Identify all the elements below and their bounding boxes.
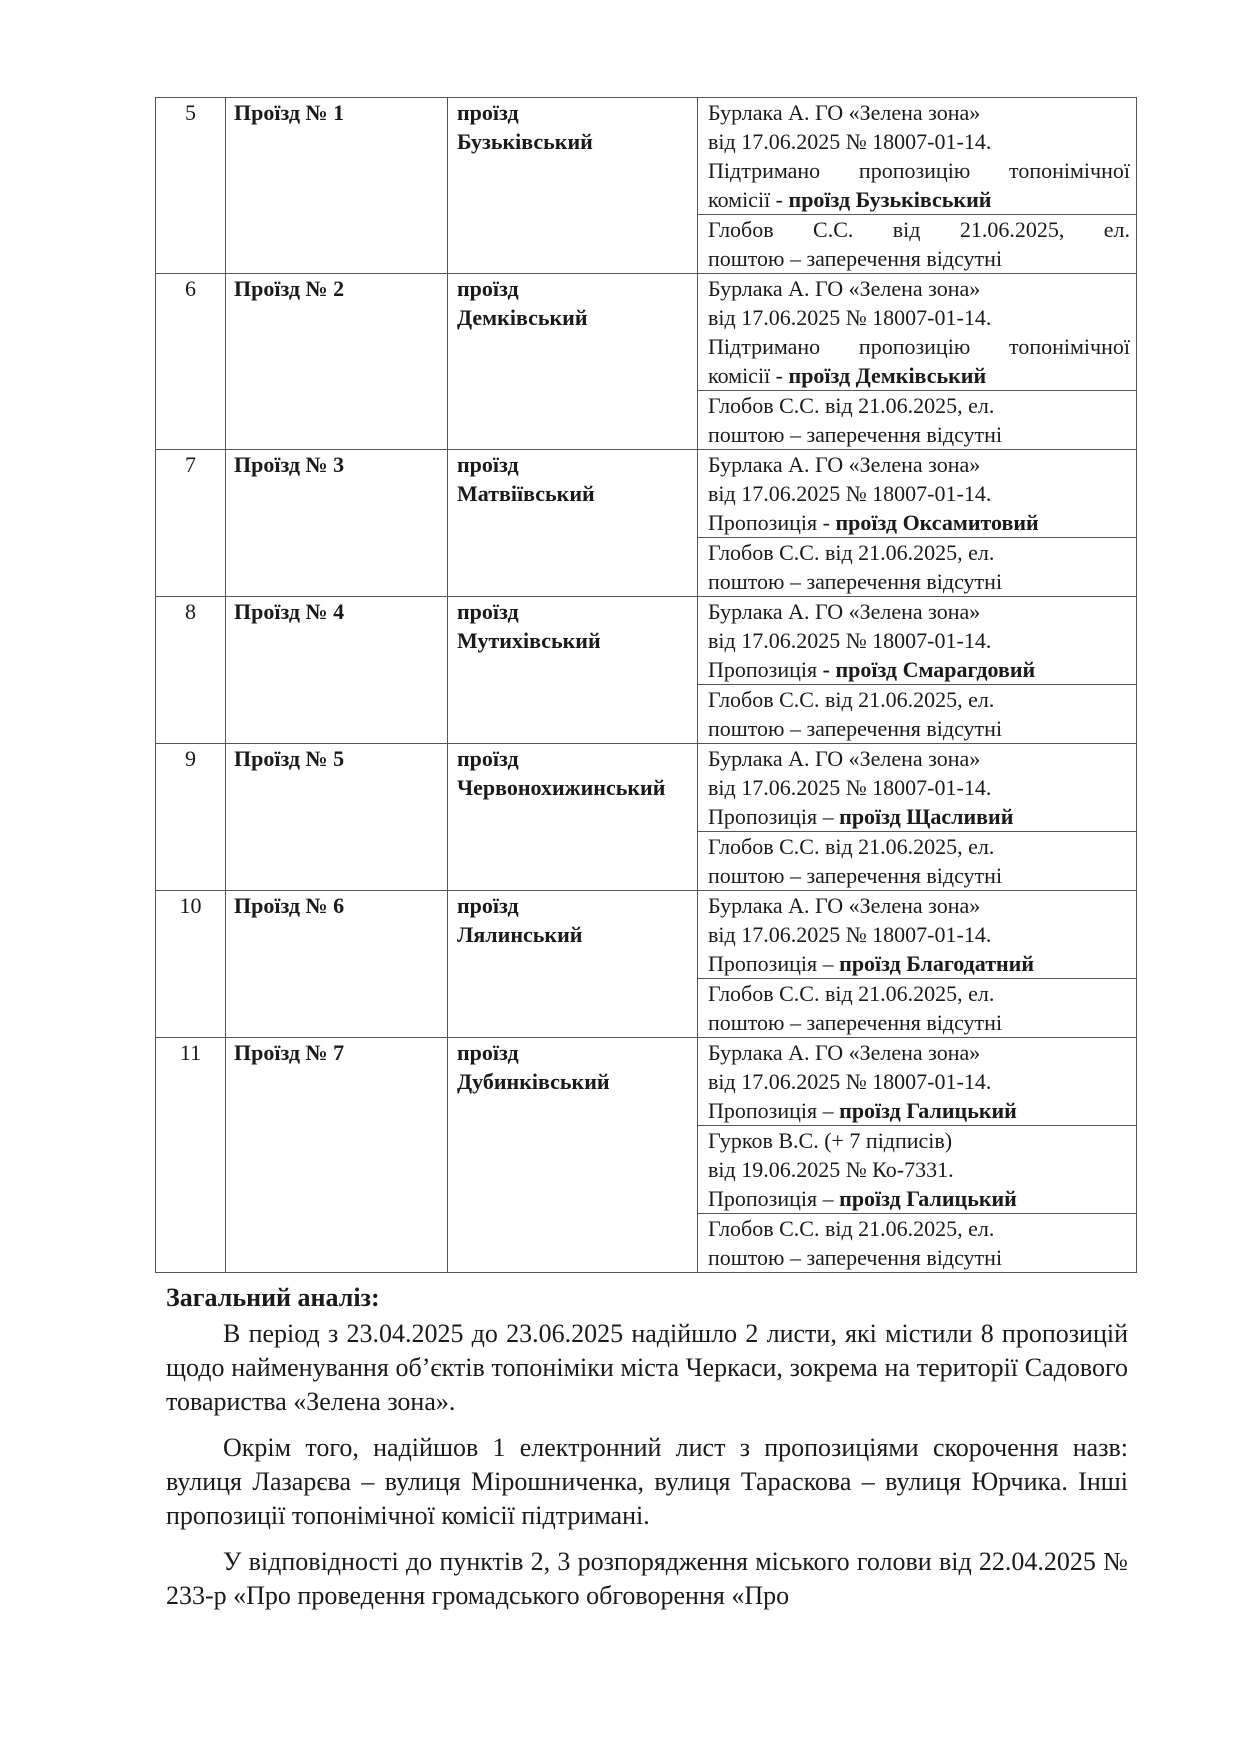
submission-proposed-name: - проїзд Смарагдовий: [822, 657, 1036, 682]
submission-entry: [698, 744, 1136, 832]
submission-text: Глобов С.С. від 21.06.2025, ел.: [708, 217, 1130, 242]
submission-line: [708, 1214, 1130, 1243]
submission-line: [708, 626, 1130, 655]
table-row: [156, 274, 1137, 450]
submission-text: Глобов С.С. від 21.06.2025, ел.: [708, 540, 995, 565]
submission-text: Глобов С.С. від 21.06.2025, ел.: [708, 1216, 995, 1241]
submission-entry: [698, 215, 1136, 273]
submission-text: Бурлака А. ГО «Зелена зона»: [708, 1040, 981, 1065]
row-number-cell: 8: [156, 597, 226, 744]
submission-text: від 17.06.2025 № 18007-01-14.: [708, 305, 992, 330]
proposed-name-value: Лялинський: [457, 922, 583, 947]
submission-text: Бурлака А. ГО «Зелена зона»: [708, 276, 981, 301]
proposed-name-type: проїзд: [457, 452, 519, 477]
proposed-name-value: Червонохижинський: [457, 775, 666, 800]
submissions-cell: [698, 1038, 1137, 1273]
row-number-cell: 6: [156, 274, 226, 450]
submission-line: [708, 1243, 1130, 1272]
proposed-name-cell: [448, 891, 698, 1038]
table-row: [156, 1038, 1137, 1273]
table-body: [156, 98, 1137, 1273]
submission-line: [708, 744, 1130, 773]
proposed-name-cell: [448, 1038, 698, 1273]
proposed-name-cell: [448, 744, 698, 891]
submission-line: [708, 1126, 1130, 1155]
submission-text: поштою – заперечення відсутні: [708, 863, 1003, 888]
submission-entry: [698, 98, 1136, 215]
submission-line: [708, 1038, 1130, 1067]
submission-line: [708, 773, 1130, 802]
submission-text: комісії -: [708, 363, 789, 388]
submission-text: від 17.06.2025 № 18007-01-14.: [708, 628, 992, 653]
submission-line: [708, 98, 1130, 127]
submission-entry: [698, 891, 1136, 979]
proposed-name-cell: [448, 450, 698, 597]
analysis-paragraph-3: У відповідності до пунктів 2, 3 розпорядження міського голови від 22.04.2025 № 233-р «Про проведення громадського обговорення «Про: [166, 1547, 1128, 1610]
submission-line: [708, 450, 1130, 479]
submission-entry: [698, 450, 1136, 538]
submission-text: від 17.06.2025 № 18007-01-14.: [708, 129, 992, 154]
table-row: [156, 891, 1137, 1038]
submission-text: поштою – заперечення відсутні: [708, 1245, 1003, 1270]
toponymy-proposals-table: [155, 97, 1137, 1273]
submission-line: [708, 420, 1130, 449]
row-number-cell: 9: [156, 744, 226, 891]
submission-text: Пропозиція –: [708, 1098, 840, 1123]
submission-text: Пропозиція –: [708, 1186, 840, 1211]
submission-text: поштою – заперечення відсутні: [708, 569, 1003, 594]
submission-text: Бурлака А. ГО «Зелена зона»: [708, 599, 981, 624]
submission-entry: [698, 391, 1136, 449]
submissions-cell: [698, 891, 1137, 1038]
submission-line: [708, 332, 1130, 361]
proposed-name-value: Бузьківський: [457, 129, 593, 154]
object-cell: Проїзд № 3: [226, 450, 448, 597]
general-analysis-section: [166, 1281, 1128, 1625]
submission-text: Пропозиція -: [708, 510, 836, 535]
submission-line: [708, 538, 1130, 567]
submission-text: поштою – заперечення відсутні: [708, 246, 1003, 271]
submission-text: поштою – заперечення відсутні: [708, 716, 1003, 741]
object-cell: Проїзд № 5: [226, 744, 448, 891]
row-number-cell: 10: [156, 891, 226, 1038]
submission-line: [708, 215, 1130, 244]
submission-entry: [698, 685, 1136, 743]
table-row: [156, 450, 1137, 597]
submission-text: Бурлака А. ГО «Зелена зона»: [708, 100, 981, 125]
proposed-name-value: Мутихівський: [457, 628, 601, 653]
proposed-name-type: проїзд: [457, 100, 519, 125]
submission-text: комісії -: [708, 187, 789, 212]
submission-text: від 17.06.2025 № 18007-01-14.: [708, 481, 992, 506]
submission-proposed-name: проїзд Щасливий: [839, 804, 1014, 829]
proposed-name-value: Матвіївський: [457, 481, 595, 506]
row-number-cell: 7: [156, 450, 226, 597]
row-number-cell: 5: [156, 98, 226, 274]
submission-line: [708, 274, 1130, 303]
analysis-paragraph-1: В період з 23.04.2025 до 23.06.2025 надійшло 2 листи, які містили 8 пропозицій щодо найменування об’єктів топоніміки міста Черкаси, зокрема на території Садового товариства «Зелена зона».: [166, 1319, 1128, 1416]
submission-line: [708, 891, 1130, 920]
submission-text: Бурлака А. ГО «Зелена зона»: [708, 746, 981, 771]
submission-text: від 17.06.2025 № 18007-01-14.: [708, 775, 992, 800]
object-cell: Проїзд № 6: [226, 891, 448, 1038]
submission-text: Глобов С.С. від 21.06.2025, ел.: [708, 687, 995, 712]
object-cell: Проїзд № 1: [226, 98, 448, 274]
analysis-paragraph-2: Окрім того, надійшов 1 електронний лист з пропозиціями скорочення назв: вулиця Лазарєва – вулиця Мірошниченка, вулиця Тараскова – вулиця Юрчика. Інші пропозиції топонімічної комісії підтримані.: [166, 1433, 1128, 1530]
submission-text: Гурков В.С. (+ 7 підписів): [708, 1128, 953, 1153]
submission-line: [708, 949, 1130, 978]
proposed-name-value: Дубинківський: [457, 1069, 610, 1094]
submission-line: [708, 920, 1130, 949]
submission-text: Підтримано пропозицію топонімічної: [708, 334, 1130, 359]
submissions-cell: [698, 98, 1137, 274]
submission-line: [708, 802, 1130, 831]
object-cell: Проїзд № 7: [226, 1038, 448, 1273]
submission-text: від 17.06.2025 № 18007-01-14.: [708, 1069, 992, 1094]
proposed-name-type: проїзд: [457, 276, 519, 301]
row-number-cell: 11: [156, 1038, 226, 1273]
submission-text: від 17.06.2025 № 18007-01-14.: [708, 922, 992, 947]
analysis-heading: Загальний аналіз:: [166, 1283, 380, 1312]
submission-line: [708, 303, 1130, 332]
submission-entry: [698, 1214, 1136, 1272]
table-row: [156, 98, 1137, 274]
submission-line: [708, 567, 1130, 596]
submission-proposed-name: проїзд Галицький: [839, 1186, 1017, 1211]
submission-text: Глобов С.С. від 21.06.2025, ел.: [708, 393, 995, 418]
submission-proposed-name: проїзд Демківський: [788, 363, 987, 388]
submission-line: [708, 655, 1130, 684]
submission-line: [708, 979, 1130, 1008]
submission-proposed-name: проїзд Галицький: [839, 1098, 1017, 1123]
submission-proposed-name: проїзд Бузьківський: [788, 187, 992, 212]
submission-text: Пропозиція –: [708, 804, 840, 829]
submission-entry: [698, 979, 1136, 1037]
submission-text: поштою – заперечення відсутні: [708, 1010, 1003, 1035]
submission-line: [708, 361, 1130, 390]
submission-text: Бурлака А. ГО «Зелена зона»: [708, 893, 981, 918]
submission-text: Бурлака А. ГО «Зелена зона»: [708, 452, 981, 477]
submission-line: [708, 1184, 1130, 1213]
submission-text: від 19.06.2025 № Ко-7331.: [708, 1157, 954, 1182]
submission-text: Глобов С.С. від 21.06.2025, ел.: [708, 981, 995, 1006]
submissions-cell: [698, 597, 1137, 744]
submission-line: [708, 1096, 1130, 1125]
submission-proposed-name: проїзд Оксамитовий: [835, 510, 1039, 535]
submission-line: [708, 714, 1130, 743]
submission-line: [708, 156, 1130, 185]
submission-line: [708, 391, 1130, 420]
submission-proposed-name: проїзд Благодатний: [839, 951, 1035, 976]
proposed-name-type: проїзд: [457, 599, 519, 624]
submission-line: [708, 508, 1130, 537]
submission-line: [708, 185, 1130, 214]
submission-entry: [698, 597, 1136, 685]
submission-text: Підтримано пропозицію топонімічної: [708, 158, 1130, 183]
object-cell: Проїзд № 2: [226, 274, 448, 450]
submissions-cell: [698, 744, 1137, 891]
submission-text: Глобов С.С. від 21.06.2025, ел.: [708, 834, 995, 859]
submission-line: [708, 127, 1130, 156]
submissions-cell: [698, 274, 1137, 450]
table-row: [156, 744, 1137, 891]
submission-entry: [698, 1126, 1136, 1214]
submission-line: [708, 1155, 1130, 1184]
proposed-name-type: проїзд: [457, 1040, 519, 1065]
submission-entry: [698, 538, 1136, 596]
submission-line: [708, 597, 1130, 626]
proposed-name-value: Демківський: [457, 305, 588, 330]
proposed-name-type: проїзд: [457, 746, 519, 771]
submissions-cell: [698, 450, 1137, 597]
submission-entry: [698, 274, 1136, 391]
table-row: [156, 597, 1137, 744]
submission-text: Пропозиція: [708, 657, 823, 682]
submission-entry: [698, 1038, 1136, 1126]
submission-line: [708, 1008, 1130, 1037]
submission-line: [708, 1067, 1130, 1096]
object-cell: Проїзд № 4: [226, 597, 448, 744]
submission-entry: [698, 832, 1136, 890]
submission-line: [708, 244, 1130, 273]
submission-text: Пропозиція –: [708, 951, 840, 976]
submission-line: [708, 832, 1130, 861]
proposed-name-cell: [448, 98, 698, 274]
submission-line: [708, 479, 1130, 508]
proposed-name-cell: [448, 597, 698, 744]
submission-text: поштою – заперечення відсутні: [708, 422, 1003, 447]
proposed-name-type: проїзд: [457, 893, 519, 918]
proposed-name-cell: [448, 274, 698, 450]
submission-line: [708, 685, 1130, 714]
submission-line: [708, 861, 1130, 890]
